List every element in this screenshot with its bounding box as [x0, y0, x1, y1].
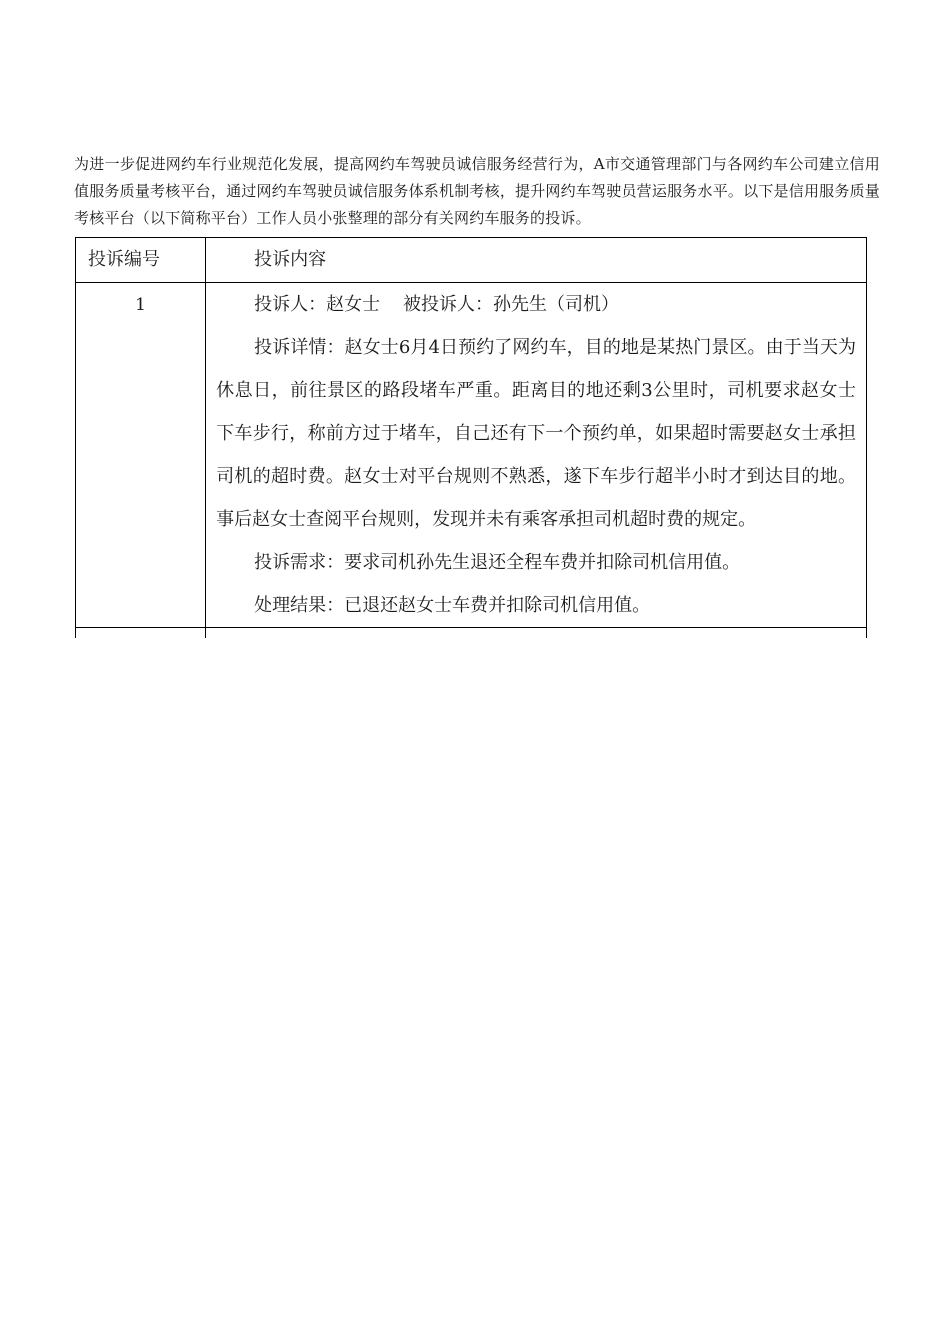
complainant: 投诉人：赵女士	[254, 294, 381, 315]
complaint-parties	[216, 283, 856, 326]
intro-paragraph: 为进一步促进网约车行业规范化发展，提高网约车驾驶员诚信服务经营行为，A市交通管理部门与各网约车公司建立信用值服务质量考核平台，通过网约车驾驶员诚信服务体系机制考核，提升网约车驾驶员营运服务水平。以下是信用服务质量考核平台（以下简称平台）工作人员小张整理的部分有关网约车服务的投诉。	[74, 155, 880, 227]
table-header-row	[76, 238, 867, 283]
complaint-details: 投诉详情：赵女士6月4日预约了网约车，目的地是某热门景区。由于当天为休息日，前往景区的路段堵车严重。距离目的地还剩3公里时，司机要求赵女士下车步行，称前方过于堵车，自己还有下一个预约单，如果超时需要赵女士承担司机的超时费。赵女士对平台规则不熟悉，遂下车步行超半小时才到达目的地。事后赵女士查阅平台规则，发现并未有乘客承担司机超时费的规定。	[216, 337, 856, 530]
header-complaint-content: 投诉内容	[206, 238, 867, 283]
table-row	[76, 283, 867, 628]
empty-cell	[206, 628, 867, 639]
complaint-result: 处理结果：已退还赵女士车费并扣除司机信用值。	[254, 595, 651, 616]
table-row-partial	[76, 628, 867, 639]
complaint-table	[75, 237, 867, 638]
complaint-content	[206, 283, 867, 628]
complaint-number: 1	[76, 283, 206, 628]
respondent: 被投诉人：孙先生（司机）	[403, 294, 620, 315]
empty-cell	[76, 628, 206, 639]
complaint-demand: 投诉需求：要求司机孙先生退还全程车费并扣除司机信用值。	[254, 552, 741, 573]
header-complaint-number: 投诉编号	[76, 238, 206, 283]
